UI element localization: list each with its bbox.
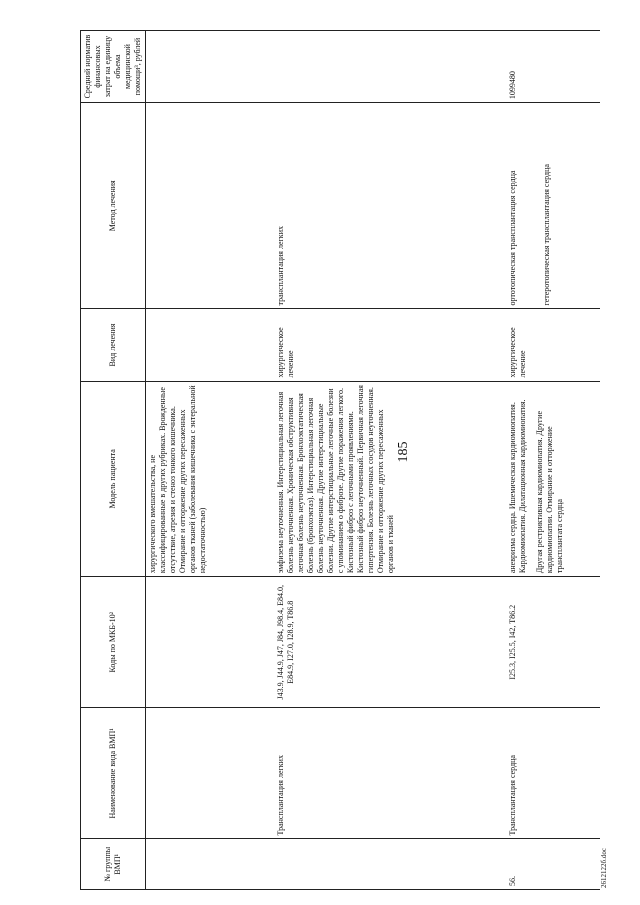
cell-treatment-type [146,309,274,381]
cell-mkb-codes: J43.9, J44.9, J47, J84, J98.4, E84.0, E84.9, I27.0, I28.9, T86.8 [274,577,506,708]
cell-vmp-name: Трансплантация сердца [506,708,601,839]
table-row [506,31,601,890]
header-mkb-codes: Коды по МКБ-10² [81,577,146,708]
cell-patient-model: эмфизема неуточненная. Интерстициальная легочная болезнь неуточненная. Хроническая обструктивная легочная болезнь неуточненная. Бронхоэктатическая болезнь (бронхоэктаз). Интерстициальная легочная болезнь неуточненная. Другие интерстициальные болезни. Другие интерстициальные легочные болезни с упоминанием о фиброзе. Другие поражения легкого. Кистозный фиброз с легочными проявлениями. Кистозный фиброз неуточненный. Первичная легочная гипертензия. Болезнь легочных сосудов неуточненная. Отмирание и отторжение других пересаженных органов и тканей [274,381,506,577]
cell-treatment-type: хирургическое лечение [506,309,601,381]
page-number: 185 [396,441,411,463]
cell-group-no [146,839,274,890]
cell-patient-model [506,381,601,577]
cell-mkb-codes: I25.3, I25.5, I42, T86.2 [506,577,601,708]
header-treatment-type: Вид лечения [81,309,146,381]
cell-group-no: 56. [506,839,601,890]
cell-mkb-codes [146,577,274,708]
cell-patient-model: хирургического вмешательства, не классифицированные в других рубриках. Врожденные отсутствие, атрезия и стеноз тонкого кишечника. Отмирание и отторжение других пересаженных органов тканей (заболевания кишечника с энтеральной недостаточностью) [146,381,274,577]
header-group-no: № группы ВМП¹ [81,839,146,890]
cell-avg-cost: 1099480 [506,31,601,103]
treatment-method-heterotopic: гетеротопическая трансплантация сердца [541,164,551,306]
table-header [81,31,146,890]
cell-group-no [274,839,506,890]
header-vmp-name: Наименование вида ВМП¹ [81,708,146,839]
table-row [274,31,506,890]
patient-model-part-1: аневризма сердца. Ишемическая кардиомиопатия. Кардиомиопатия. Дилатационная кардиомиопатия. [507,399,527,574]
header-avg-cost: Средний норматив финансовых затрат на единицу объема медицинской помощи³, рублей [81,31,146,103]
cell-treatment-type: хирургическое лечение [274,309,506,381]
header-row [81,31,146,890]
document-code: 2612122б.doc [600,848,608,888]
header-patient-model: Модель пациента [81,381,146,577]
cell-treatment-method [506,103,601,309]
document-table-wrapper [80,30,600,890]
table-body [146,31,601,890]
table-row [146,31,274,890]
cell-treatment-method [146,103,274,309]
cell-vmp-name [146,708,274,839]
cell-treatment-method: трансплантация легких [274,103,506,309]
patient-model-part-2: Другая рестриктивная кардиомиопатия. Другие кардиомиопатии. Отмирание и отторжение трансплантата сердца [534,410,564,574]
treatment-method-orthotopic: ортотопическая трансплантация сердца [507,170,517,306]
cell-avg-cost [274,31,506,103]
vmp-table [80,30,600,890]
cell-avg-cost [146,31,274,103]
cell-vmp-name: Трансплантация легких [274,708,506,839]
header-treatment-method: Метод лечения [81,103,146,309]
